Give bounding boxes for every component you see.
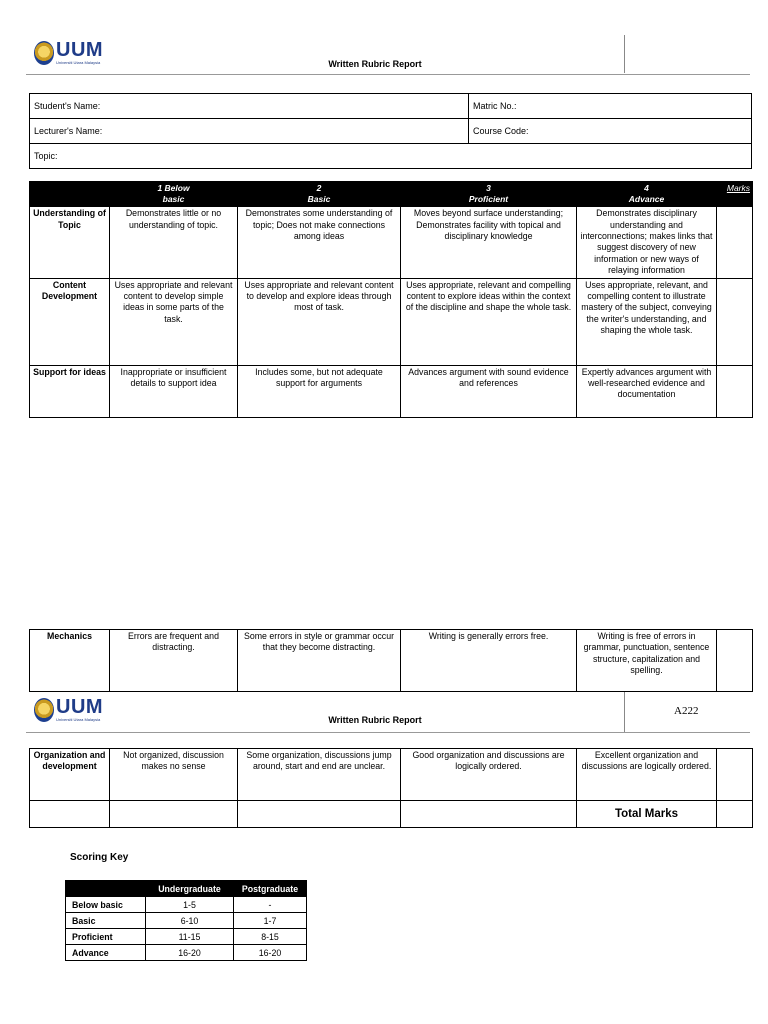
page-code: A222 <box>674 705 699 717</box>
uum-seal-icon <box>34 698 54 722</box>
descriptor-basic: Includes some, but not adequate support for arguments <box>238 365 401 417</box>
total-empty-cell <box>238 801 401 828</box>
descriptor-basic: Some organization, discussions jump around, start and end are unclear. <box>238 749 401 801</box>
postgraduate-cell: 16-20 <box>234 945 307 961</box>
total-empty-cell <box>30 801 110 828</box>
descriptor-proficient: Good organization and discussions are logically ordered. <box>401 749 577 801</box>
marks-cell[interactable] <box>717 207 753 279</box>
rubric-table-final <box>29 748 753 828</box>
rubric-row-support <box>30 365 753 417</box>
column-header: Undergraduate <box>146 881 234 897</box>
logo-text: UUM <box>56 696 104 718</box>
postgraduate-cell: - <box>234 897 307 913</box>
undergraduate-cell: 1-5 <box>146 897 234 913</box>
student-name-field[interactable]: Student's Name: <box>30 94 469 119</box>
criterion-label: Mechanics <box>30 630 110 692</box>
logo-subtext: Universiti Utara Malaysia <box>56 60 101 65</box>
total-empty-cell <box>110 801 238 828</box>
descriptor-below-basic: Not organized, discussion makes no sense <box>110 749 238 801</box>
descriptor-below-basic: Inappropriate or insufficient details to support idea <box>110 365 238 417</box>
scoring-key-table <box>65 880 307 961</box>
logo-text: UUM <box>56 39 104 61</box>
rubric-row-organization <box>30 749 753 801</box>
uum-seal-icon <box>34 41 54 65</box>
rubric-table-continued <box>29 629 753 692</box>
postgraduate-cell: 1-7 <box>234 913 307 929</box>
header-divider <box>26 732 750 733</box>
rubric-row-understanding <box>30 207 753 279</box>
level-header-proficient: 3 Proficient <box>401 182 577 207</box>
header-divider <box>26 74 750 75</box>
matric-no-field[interactable]: Matric No.: <box>469 94 752 119</box>
header-divider-vertical <box>624 35 625 73</box>
marks-cell[interactable] <box>717 365 753 417</box>
rubric-row-mechanics <box>30 630 753 692</box>
undergraduate-cell: 6-10 <box>146 913 234 929</box>
descriptor-advance: Uses appropriate, relevant, and compelling content to illustrate mastery of the subject, conveying the writer's understanding, and shaping the whole task. <box>577 278 717 365</box>
level-cell: Below basic <box>66 897 146 913</box>
header-divider-vertical <box>624 692 625 732</box>
level-cell: Basic <box>66 913 146 929</box>
table-row <box>66 929 307 945</box>
descriptor-advance: Writing is free of errors in grammar, punctuation, sentence structure, capitalization and spelling. <box>577 630 717 692</box>
lecturer-name-field[interactable]: Lecturer's Name: <box>30 119 469 144</box>
scoring-key-header-row <box>66 881 307 897</box>
descriptor-advance: Expertly advances argument with well-researched evidence and documentation <box>577 365 717 417</box>
logo-subtext: Universiti Utara Malaysia <box>56 717 101 722</box>
criterion-label: Organization and development <box>30 749 110 801</box>
descriptor-below-basic: Uses appropriate and relevant content to develop simple ideas in some parts of the task. <box>110 278 238 365</box>
undergraduate-cell: 16-20 <box>146 945 234 961</box>
scoring-key-title: Scoring Key <box>70 852 129 863</box>
student-info-table <box>29 93 752 169</box>
level-cell: Proficient <box>66 929 146 945</box>
marks-cell[interactable] <box>717 278 753 365</box>
total-row <box>30 801 753 828</box>
criterion-label: Support for ideas <box>30 365 110 417</box>
level-header-advance: 4 Advance <box>577 182 717 207</box>
level-header-basic: 2 Basic <box>238 182 401 207</box>
topic-field[interactable]: Topic: <box>30 144 752 169</box>
marks-cell[interactable] <box>717 749 753 801</box>
marks-header: Marks <box>717 182 753 207</box>
table-row <box>66 897 307 913</box>
descriptor-basic: Uses appropriate and relevant content to develop and explore ideas through most of task. <box>238 278 401 365</box>
criterion-label: Content Development <box>30 278 110 365</box>
report-title: Written Rubric Report <box>328 715 422 725</box>
descriptor-advance: Demonstrates disciplinary understanding and interconnections; makes links that suggest discovery of new information or new ways of relaying information <box>577 207 717 279</box>
column-header: Postgraduate <box>234 881 307 897</box>
descriptor-proficient: Moves beyond surface understanding; Demonstrates facility with topical and disciplinary knowledge <box>401 207 577 279</box>
descriptor-basic: Some errors in style or grammar occur that they become distracting. <box>238 630 401 692</box>
total-empty-cell <box>401 801 577 828</box>
descriptor-below-basic: Demonstrates little or no understanding of topic. <box>110 207 238 279</box>
uum-logo <box>34 40 103 65</box>
descriptor-proficient: Advances argument with sound evidence and references <box>401 365 577 417</box>
descriptor-advance: Excellent organization and discussions are logically ordered. <box>577 749 717 801</box>
undergraduate-cell: 11-15 <box>146 929 234 945</box>
rubric-table <box>29 181 753 418</box>
level-cell: Advance <box>66 945 146 961</box>
total-marks-cell[interactable] <box>717 801 753 828</box>
descriptor-basic: Demonstrates some understanding of topic; Does not make connections among ideas <box>238 207 401 279</box>
descriptor-proficient: Uses appropriate, relevant and compelling content to explore ideas within the context of the discipline and shape the whole task. <box>401 278 577 365</box>
rubric-row-content-development <box>30 278 753 365</box>
criterion-label: Understanding of Topic <box>30 207 110 279</box>
table-row <box>66 913 307 929</box>
marks-cell[interactable] <box>717 630 753 692</box>
total-marks-label: Total Marks <box>577 801 717 828</box>
descriptor-below-basic: Errors are frequent and distracting. <box>110 630 238 692</box>
descriptor-proficient: Writing is generally errors free. <box>401 630 577 692</box>
report-title: Written Rubric Report <box>328 59 422 69</box>
criteria-header <box>30 182 110 207</box>
column-header <box>66 881 146 897</box>
rubric-header-row <box>30 182 753 207</box>
postgraduate-cell: 8-15 <box>234 929 307 945</box>
table-row <box>66 945 307 961</box>
course-code-field[interactable]: Course Code: <box>469 119 752 144</box>
uum-logo <box>34 697 103 722</box>
level-header-below-basic: 1 Below basic <box>110 182 238 207</box>
